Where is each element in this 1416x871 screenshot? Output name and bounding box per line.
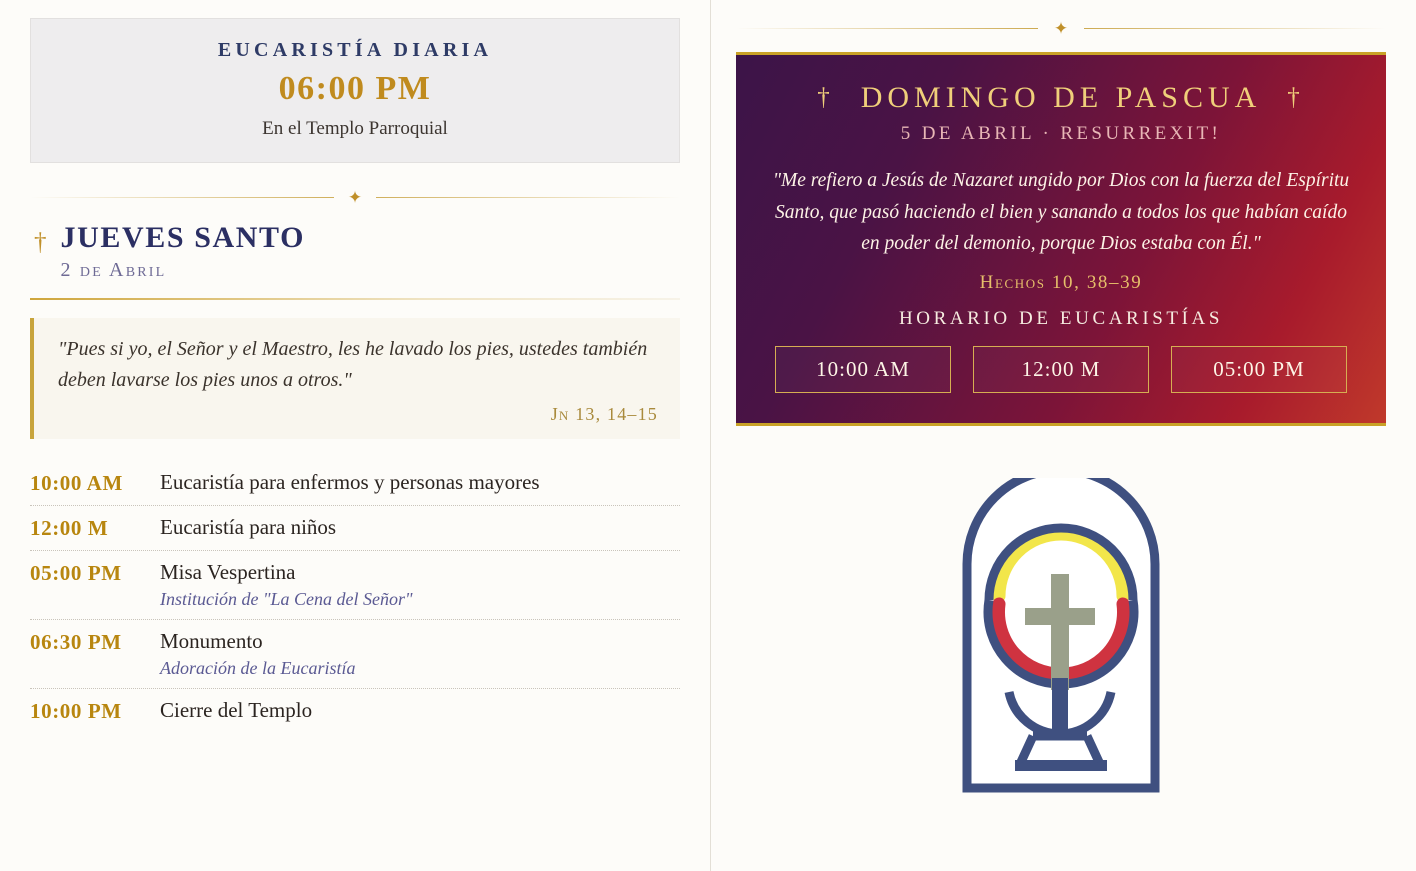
feast-ornament-rule-right — [1084, 28, 1386, 29]
schedule-time: 12:00 M — [30, 516, 109, 540]
scripture-quote-reference: Jn 13, 14–15 — [550, 404, 658, 424]
schedule-body — [160, 629, 680, 679]
schedule-time: 05:00 PM — [30, 561, 122, 585]
schedule-body — [160, 560, 680, 610]
ornament-separator — [30, 189, 680, 205]
schedule-row — [30, 620, 680, 689]
diamond-icon: ✦ — [347, 187, 363, 207]
feast-time-chip[interactable]: 05:00 PM — [1171, 346, 1347, 393]
cross-icon-left: † — [817, 84, 835, 111]
right-column — [710, 0, 1416, 871]
schedule-row — [30, 506, 680, 551]
day-heading — [30, 221, 680, 282]
daily-eucharist-place: En el Templo Parroquial — [262, 118, 448, 139]
feast-time-chips — [772, 346, 1350, 393]
cross-icon-right: † — [1287, 84, 1305, 111]
schedule-subtitle: Adoración de la Eucaristía — [160, 658, 356, 678]
schedule-body — [160, 515, 680, 540]
scripture-quote-text: "Pues si yo, el Señor y el Maestro, les he lavado los pies, ustedes también deben lavarse los pies unos a otros." — [58, 338, 648, 391]
schedule-body — [160, 698, 680, 723]
daily-eucharist-title: EUCARISTÍA DIARIA — [217, 39, 493, 61]
day-date: 2 de Abril — [60, 259, 167, 281]
schedule-time: 06:30 PM — [30, 630, 122, 654]
feast-card — [736, 52, 1386, 426]
day-title: JUEVES SANTO — [60, 221, 306, 254]
feast-top-ornament — [736, 18, 1386, 38]
feast-title-row — [772, 81, 1350, 115]
cross-icon: † — [34, 229, 47, 256]
schedule-row — [30, 689, 680, 733]
gold-rule — [30, 298, 680, 300]
schedule-body — [160, 470, 680, 495]
feast-time-chip[interactable]: 12:00 M — [973, 346, 1149, 393]
schedule-title: Cierre del Templo — [160, 698, 313, 722]
feast-time-chip[interactable]: 10:00 AM — [775, 346, 951, 393]
ornament-rule-right — [376, 197, 680, 198]
schedule-row — [30, 461, 680, 506]
schedule-time: 10:00 AM — [30, 471, 123, 495]
ornament-rule-left — [30, 197, 334, 198]
diamond-icon: ✦ — [1053, 18, 1069, 38]
schedule-title: Monumento — [160, 629, 263, 653]
schedule-row — [30, 551, 680, 620]
feast-date: 5 DE ABRIL · RESURREXIT! — [900, 123, 1222, 144]
feast-ornament-rule-left — [736, 28, 1038, 29]
schedule-title: Eucaristía para niños — [160, 515, 337, 539]
schedule-title: Eucaristía para enfermos y personas mayores — [160, 470, 540, 494]
chalice-cross-emblem — [953, 478, 1169, 802]
day-schedule-list — [30, 461, 680, 733]
feast-quote-reference: Hechos 10, 38–39 — [979, 271, 1143, 293]
emblem-container — [736, 478, 1386, 802]
feast-quote-text: "Me refiero a Jesús de Nazaret ungido por Dios con la fuerza del Espíritu Santo, que pasó haciendo el bien y sanando a todos los que habían caído en poder del demonio, porque Dios estaba con Él." — [772, 170, 1350, 255]
schedule-time: 10:00 PM — [30, 699, 122, 723]
feast-schedule-label: HORARIO DE EUCARISTÍAS — [898, 307, 1224, 329]
schedule-subtitle: Institución de "La Cena del Señor" — [160, 589, 413, 609]
schedule-title: Misa Vespertina — [160, 560, 296, 584]
scripture-quote-box — [30, 318, 680, 439]
daily-eucharist-box — [30, 18, 680, 163]
feast-title: DOMINGO DE PASCUA — [860, 81, 1262, 114]
daily-eucharist-time: 06:00 PM — [278, 70, 432, 107]
